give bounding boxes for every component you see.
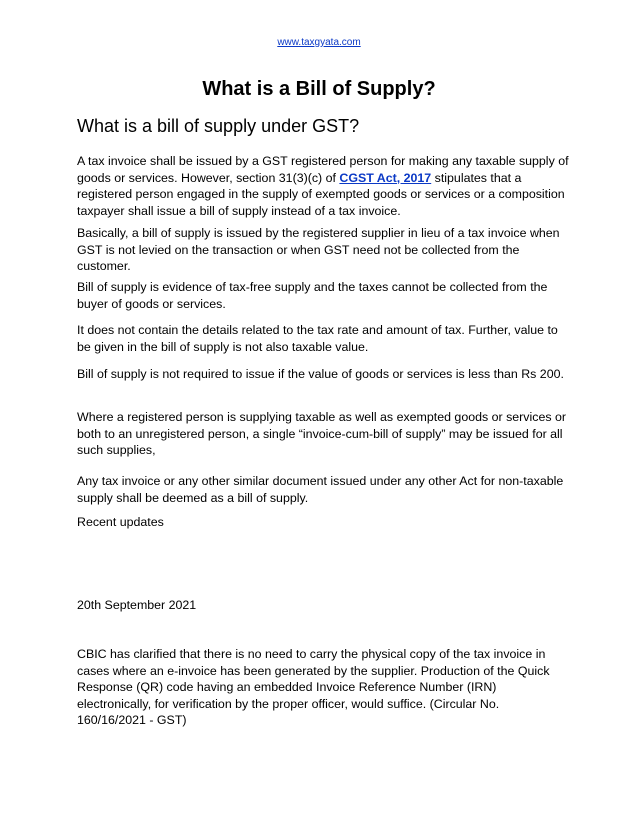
paragraph-intro-text-end: stipulates that a registered person engaged in the supply of exempted goods or services or a composition taxpayer shall issue a bill of supply instead of a tax invoice. bbox=[77, 170, 565, 218]
paragraph-tax-details: It does not contain the details related to the tax rate and amount of tax. Further, value to be given in the bill of supply is not also taxable value. bbox=[77, 323, 558, 354]
paragraph-evidence: Bill of supply is evidence of tax-free supply and the taxes cannot be collected from the buyer of goods or services. bbox=[77, 280, 548, 311]
paragraph-basically: Basically, a bill of supply is issued by the registered supplier in lieu of a tax invoice when GST is not levied on the transaction or when GST need not be collected from the customer. bbox=[77, 226, 560, 273]
recent-updates-label: Recent updates bbox=[77, 515, 164, 529]
paragraph-deemed: Any tax invoice or any other similar document issued under any other Act for non-taxable supply shall be deemed as a bill of supply. bbox=[77, 474, 564, 505]
update-date: 20th September 2021 bbox=[77, 598, 197, 612]
paragraph-threshold: Bill of supply is not required to issue if the value of goods or services is less than Rs 200. bbox=[77, 367, 564, 381]
site-url-link[interactable]: www.taxgyata.com bbox=[277, 37, 361, 48]
paragraph-intro-text-start: A tax invoice shall be issued by a GST registered person for making any taxable supply of goods or services. However, section 31(3)(c) of bbox=[77, 154, 569, 185]
cgst-act-link[interactable]: CGST Act, 2017 bbox=[339, 170, 432, 185]
update-text: CBIC has clarified that there is no need to carry the physical copy of the tax invoice in cases where an e-invoice has been generated by the supplier. Production of the Quick Response (QR) code having an embedded Invoice Reference Number (IRN) electronically, for verification by the proper officer, would suffice. (Circular No. 160/16/2021 - GST) bbox=[77, 647, 550, 727]
paragraph-intro bbox=[77, 153, 569, 219]
section-heading: What is a bill of supply under GST? bbox=[77, 116, 360, 136]
paragraph-invoice-cum-bill: Where a registered person is supplying taxable as well as exempted goods or services or both to an unregistered person, a single “invoice-cum-bill of supply” may be issued for all such supplies, bbox=[77, 410, 566, 457]
page-title: What is a Bill of Supply? bbox=[202, 78, 436, 100]
